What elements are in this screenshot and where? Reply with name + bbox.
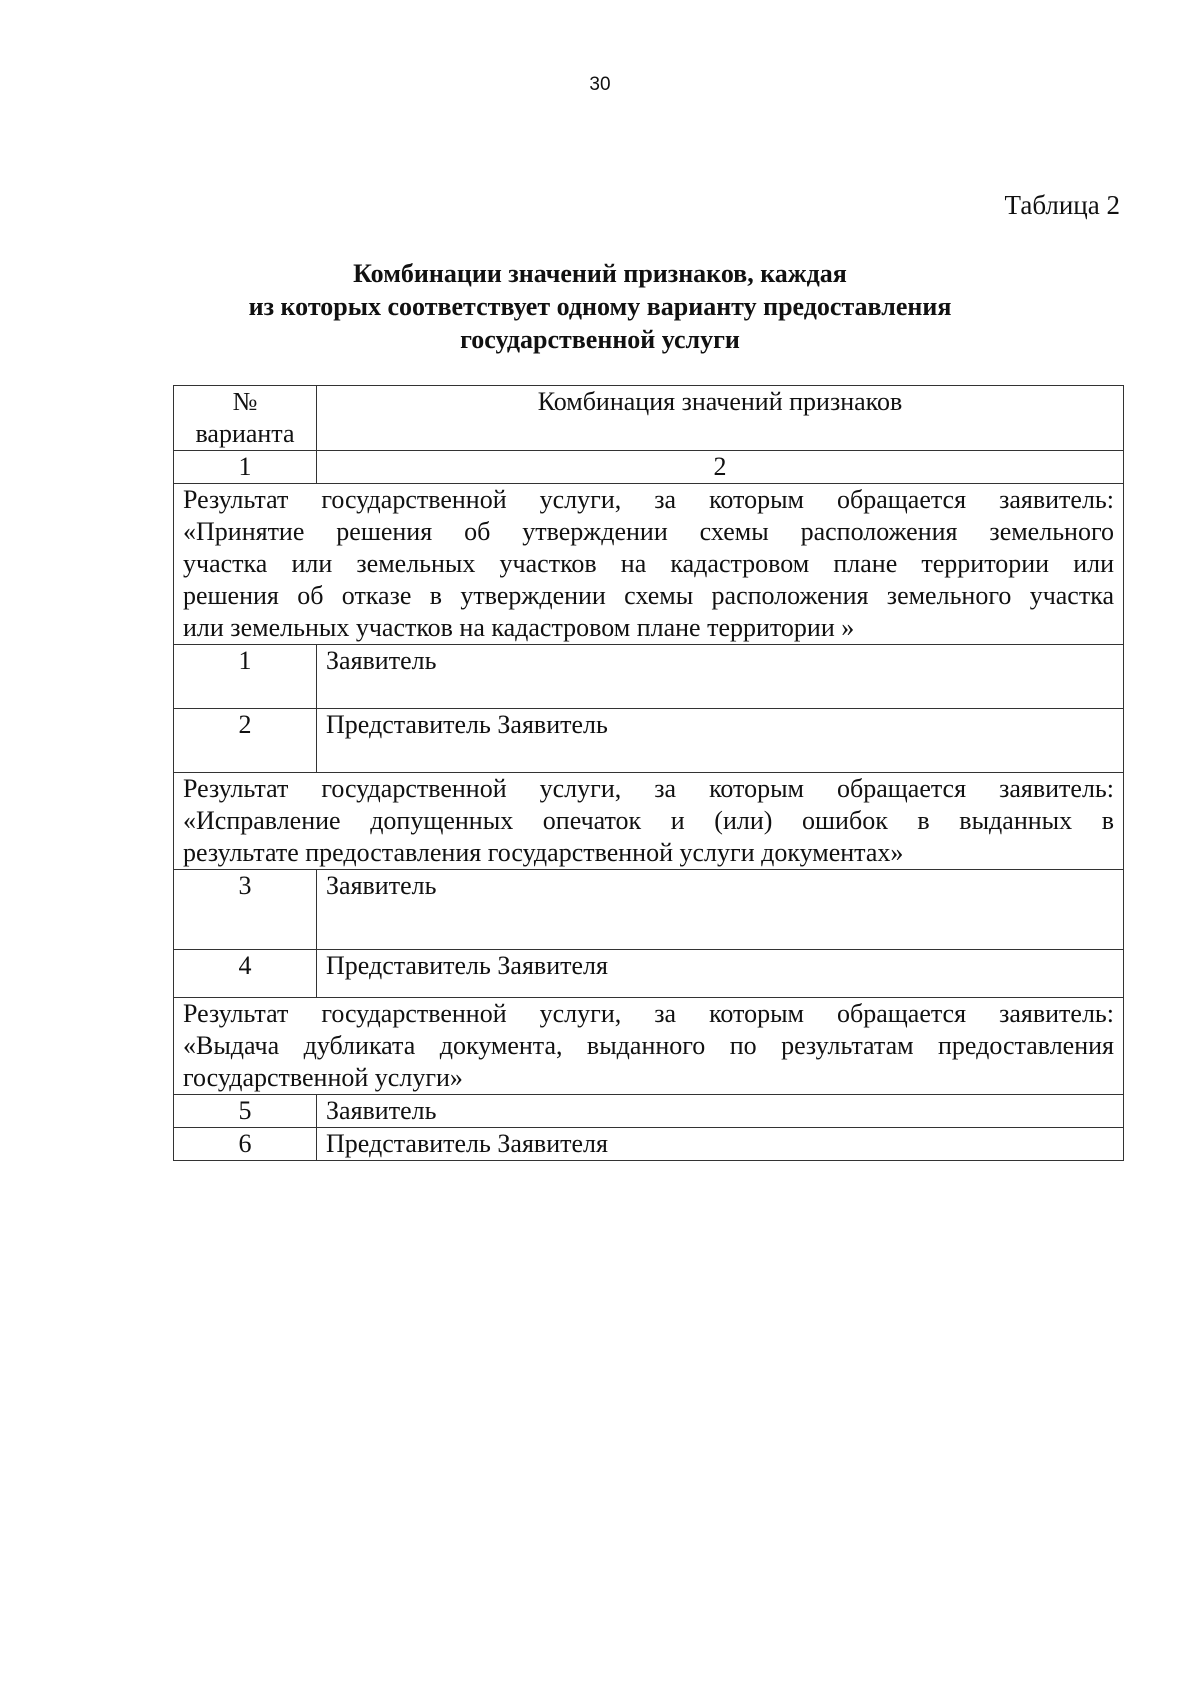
title-line: Комбинации значений признаков, каждая — [353, 259, 847, 288]
variant-number: 4 — [174, 950, 317, 998]
header-variant-word: варианта — [195, 419, 295, 448]
variant-combination: Представитель Заявителя — [317, 950, 1124, 998]
section-line: «Исправление допущенных опечаток и (или) ошибок в выданных в — [183, 806, 1114, 835]
variant-number: 2 — [174, 709, 317, 773]
header-number-sign: № — [232, 387, 258, 416]
variant-combination: Представитель Заявитель — [317, 709, 1124, 773]
section-row — [174, 484, 1124, 645]
combinations-table — [173, 385, 1124, 1161]
variant-combination: Заявитель — [317, 1095, 1124, 1128]
header-combination: Комбинация значений признаков — [317, 386, 1124, 451]
table-row — [174, 870, 1124, 950]
section-line: Результат государственной услуги, за которым обращается заявитель: — [183, 774, 1114, 803]
section-line: государственной услуги» — [183, 1063, 463, 1092]
section-line: решения об отказе в утверждении схемы расположения земельного участка — [183, 581, 1114, 610]
section-row — [174, 773, 1124, 870]
table-header-row — [174, 386, 1124, 451]
section-line: «Принятие решения об утверждении схемы расположения земельного — [183, 517, 1114, 546]
section-line: или земельных участков на кадастровом плане территории » — [183, 613, 855, 642]
table-row — [174, 1095, 1124, 1128]
section-line: участка или земельных участков на кадастровом плане территории или — [183, 549, 1114, 578]
section-description — [174, 773, 1124, 870]
column-index-2: 2 — [317, 451, 1124, 484]
table-row — [174, 709, 1124, 773]
section-line: Результат государственной услуги, за которым обращается заявитель: — [183, 999, 1114, 1028]
column-index-row — [174, 451, 1124, 484]
section-line: Результат государственной услуги, за которым обращается заявитель: — [183, 485, 1114, 514]
section-line: результате предоставления государственной услуги документах» — [183, 838, 904, 867]
variant-number: 1 — [174, 645, 317, 709]
title-line: государственной услуги — [460, 325, 740, 354]
title-line: из которых соответствует одному варианту предоставления — [248, 292, 952, 321]
variant-combination: Представитель Заявителя — [317, 1128, 1124, 1161]
table-row — [174, 950, 1124, 998]
column-index-1: 1 — [174, 451, 317, 484]
variant-combination: Заявитель — [317, 870, 1124, 950]
variant-combination: Заявитель — [317, 645, 1124, 709]
header-variant-number — [174, 386, 317, 451]
table-row — [174, 645, 1124, 709]
variant-number: 5 — [174, 1095, 317, 1128]
page-number: 30 — [589, 74, 611, 95]
section-description — [174, 998, 1124, 1095]
section-line: «Выдача дубликата документа, выданного по результатам предоставления — [183, 1031, 1114, 1060]
section-row — [174, 998, 1124, 1095]
table-row — [174, 1128, 1124, 1161]
document-title — [0, 257, 1200, 356]
table-label: Таблица 2 — [1004, 190, 1120, 220]
variant-number: 6 — [174, 1128, 317, 1161]
section-description — [174, 484, 1124, 645]
variant-number: 3 — [174, 870, 317, 950]
